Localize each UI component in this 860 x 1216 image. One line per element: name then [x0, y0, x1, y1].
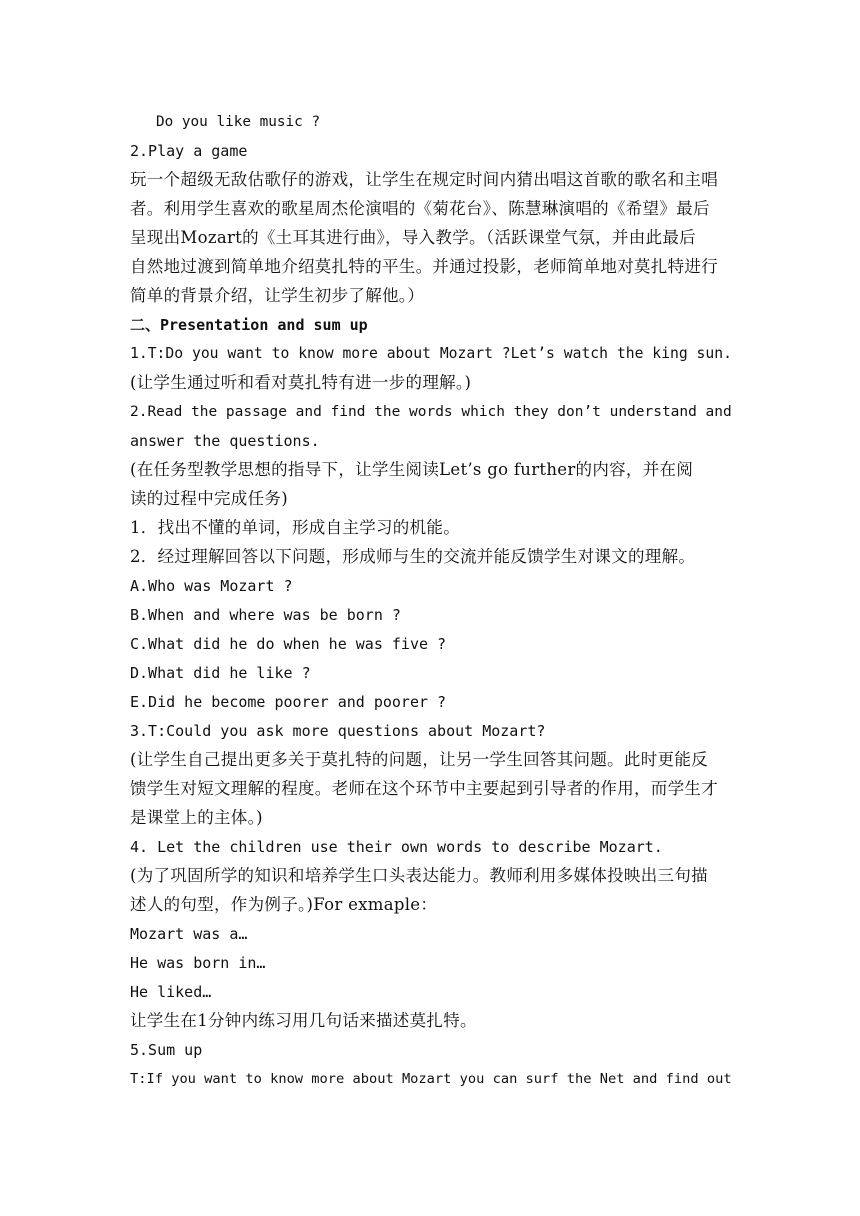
text-line: 5.Sum up: [130, 1041, 203, 1059]
text-line: 玩一个超级无敌估歌仔的游戏，让学生在规定时间内猜出唱这首歌的歌名和主唱: [130, 170, 718, 189]
question-item: B.When and where was be born ?: [130, 606, 401, 624]
text-line: 者。利用学生喜欢的歌星周杰伦演唱的《菊花台》、陈慧琳演唱的《希望》最后: [130, 199, 710, 218]
text-line: (在任务型教学思想的指导下，让学生阅读Let’s go further的内容，并在阅: [130, 460, 694, 479]
text-line: 1.T:Do you want to know more about Mozart ?Let’s watch the king sun.: [130, 345, 732, 362]
text-line: 2．经过理解回答以下问题，形成师与生的交流并能反馈学生对课文的理解。: [130, 547, 696, 566]
question-item: A.Who was Mozart ?: [130, 577, 293, 595]
text-line: 简单的背景介绍，让学生初步了解他。）: [130, 286, 425, 305]
text-line: 读的过程中完成任务): [130, 489, 288, 508]
question-item: C.What did he do when he was five ?: [130, 635, 447, 653]
text-line: 让学生在1分钟内练习用几句话来描述莫扎特。: [130, 1011, 477, 1030]
text-line: (让学生自己提出更多关于莫扎特的问题，让另一学生回答其问题。此时更能反: [130, 750, 708, 769]
text-line: 述人的句型，作为例子。)For exmaple：: [130, 895, 438, 914]
example-sentence: He was born in…: [130, 954, 266, 972]
text-line: 馈学生对短文理解的程度。老师在这个环节中主要起到引导者的作用，而学生才: [130, 779, 718, 798]
text-line: 呈现出Mozart的《土耳其进行曲》，导入教学。（活跃课堂气氛，并由此最后: [130, 228, 696, 247]
text-line: Do you like music ?: [156, 114, 321, 130]
text-line: answer the questions.: [130, 432, 320, 450]
text-line: T:If you want to know more about Mozart you can surf the Net and find out: [130, 1071, 732, 1087]
example-sentence: He liked…: [130, 983, 212, 1001]
text-line: 1．找出不懂的单词，形成自主学习的机能。: [130, 518, 460, 537]
text-line: (让学生通过听和看对莫扎特有进一步的理解。): [130, 373, 472, 392]
text-line: 是课堂上的主体。): [130, 808, 263, 827]
text-line: 4. Let the children use their own words to describe Mozart.: [130, 838, 663, 856]
question-item: D.What did he like ?: [130, 664, 311, 682]
text-line: 2.Read the passage and find the words which they don’t understand and: [130, 404, 732, 420]
example-sentence: Mozart was a…: [130, 925, 248, 943]
text-line: 自然地过渡到简单地介绍莫扎特的平生。并通过投影，老师简单地对莫扎特进行: [130, 257, 718, 276]
text-line: 3.T:Could you ask more questions about Mozart?: [130, 722, 546, 740]
section-heading: 二、Presentation and sum up: [130, 316, 368, 334]
text-line: 2.Play a game: [130, 142, 248, 160]
question-item: E.Did he become poorer and poorer ?: [130, 693, 447, 711]
text-line: (为了巩固所学的知识和培养学生口头表达能力。教师利用多媒体投映出三句描: [130, 866, 708, 885]
